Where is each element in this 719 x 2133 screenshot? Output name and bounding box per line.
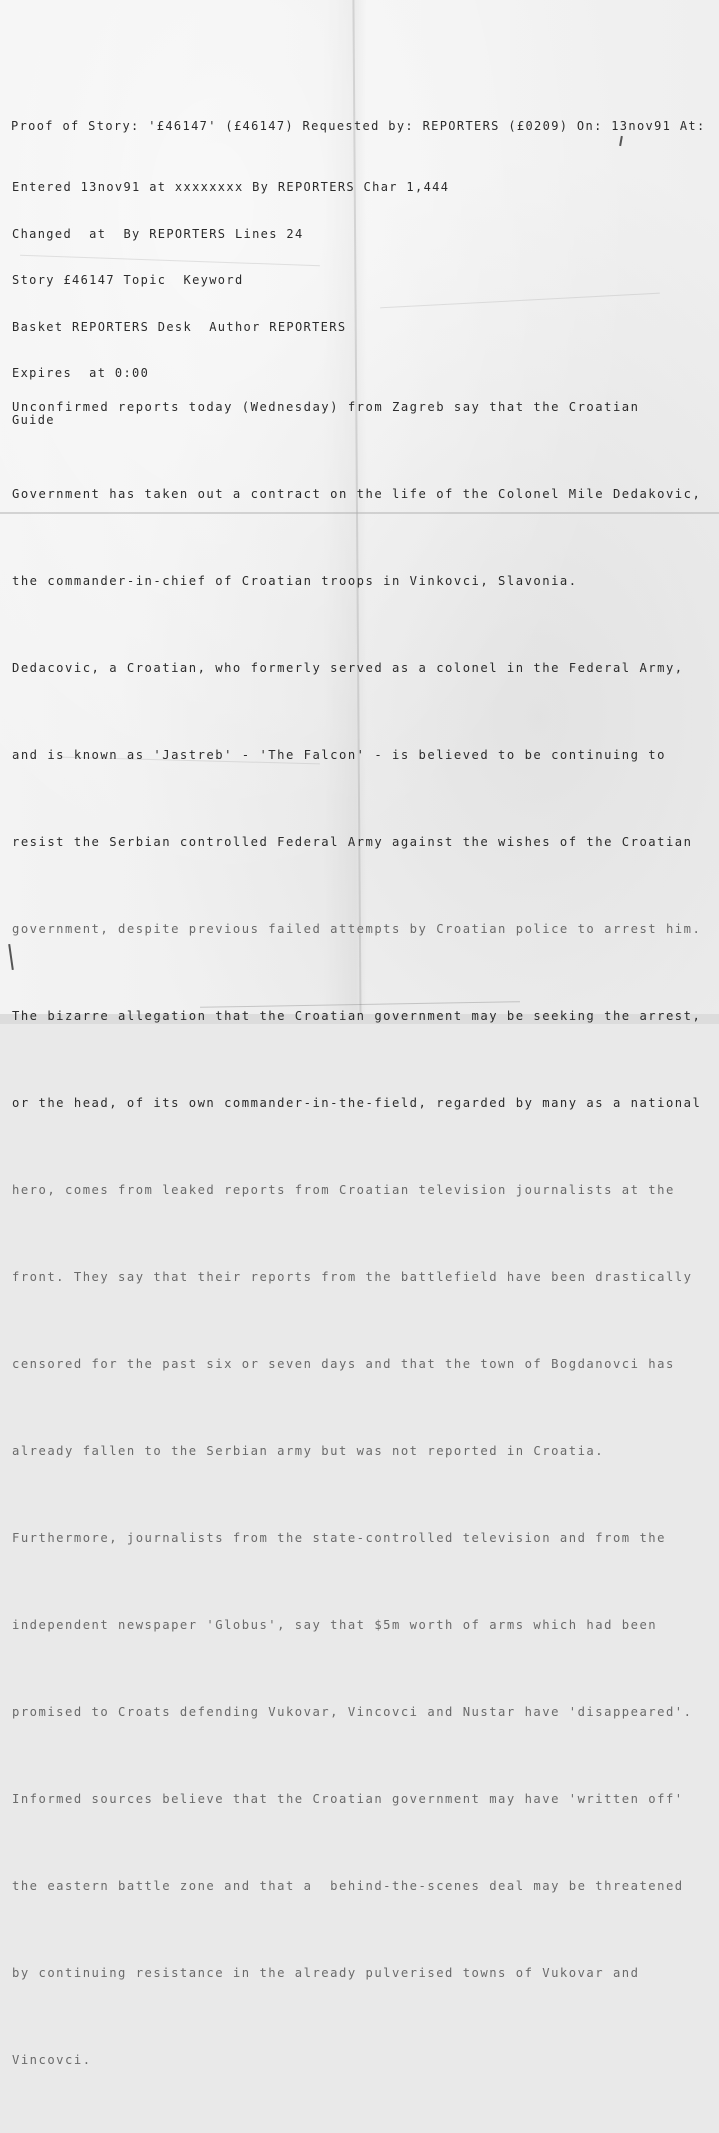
metadata-guide: Guide — [12, 412, 55, 427]
story-line: promised to Croats defending Vukovar, Vincovci and Nustar have 'disappeared'. — [12, 1705, 693, 1719]
story-line: the commander-in-chief of Croatian troops in Vinkovci, Slavonia. — [12, 574, 578, 588]
story-line: Dedacovic, a Croatian, who formerly served as a colonel in the Federal Army, — [12, 661, 684, 675]
story-line: by continuing resistance in the already pulverised towns of Vukovar and — [12, 1966, 640, 1980]
story-line: Vincovci. — [12, 2053, 92, 2067]
story-line: hero, comes from leaked reports from Croatian television journalists at the — [12, 1183, 675, 1197]
story-line: independent newspaper 'Globus', say that $5m worth of arms which had been — [12, 1618, 658, 1632]
story-line: censored for the past six or seven days and that the town of Bogdanovci has — [12, 1357, 675, 1371]
story-body — [12, 335, 701, 2133]
metadata-expires: Expires at 0:00 — [12, 366, 150, 380]
story-line: Furthermore, journalists from the state-controlled television and from the — [12, 1531, 666, 1545]
story-line: Government has taken out a contract on the life of the Colonel Mile Dedakovic, — [12, 487, 702, 501]
story-line: or the head, of its own commander-in-the-field, regarded by many as a national — [12, 1096, 702, 1110]
story-line: front. They say that their reports from the battlefield have been drastically — [12, 1270, 693, 1284]
metadata-entered: Entered 13nov91 at xxxxxxxx By REPORTERS Char 1,444 — [12, 180, 450, 194]
metadata-story: Story £46147 Topic Keyword — [12, 273, 244, 287]
story-line: Unconfirmed reports today (Wednesday) from Zagreb say that the Croatian — [12, 400, 640, 414]
pen-mark — [619, 136, 623, 146]
story-line: and is known as 'Jastreb' - 'The Falcon' - is believed to be continuing to — [12, 748, 666, 762]
story-line: the eastern battle zone and that a behind-the-scenes deal may be threatened — [12, 1879, 684, 1893]
metadata-changed: Changed at By REPORTERS Lines 24 — [12, 226, 304, 241]
metadata-basket: Basket REPORTERS Desk Author REPORTERS — [12, 319, 347, 334]
story-line: resist the Serbian controlled Federal Army against the wishes of the Croatian — [12, 835, 693, 849]
story-line: government, despite previous failed attempts by Croatian police to arrest him. — [12, 922, 702, 936]
story-line: Informed sources believe that the Croatian government may have 'written off' — [12, 1792, 684, 1806]
story-line: The bizarre allegation that the Croatian government may be seeking the arrest, — [12, 1009, 702, 1023]
story-line: already fallen to the Serbian army but was not reported in Croatia. — [12, 1444, 605, 1458]
proof-header-line: Proof of Story: '£46147' (£46147) Requested by: REPORTERS (£0209) On: 13nov91 At: — [11, 119, 706, 133]
